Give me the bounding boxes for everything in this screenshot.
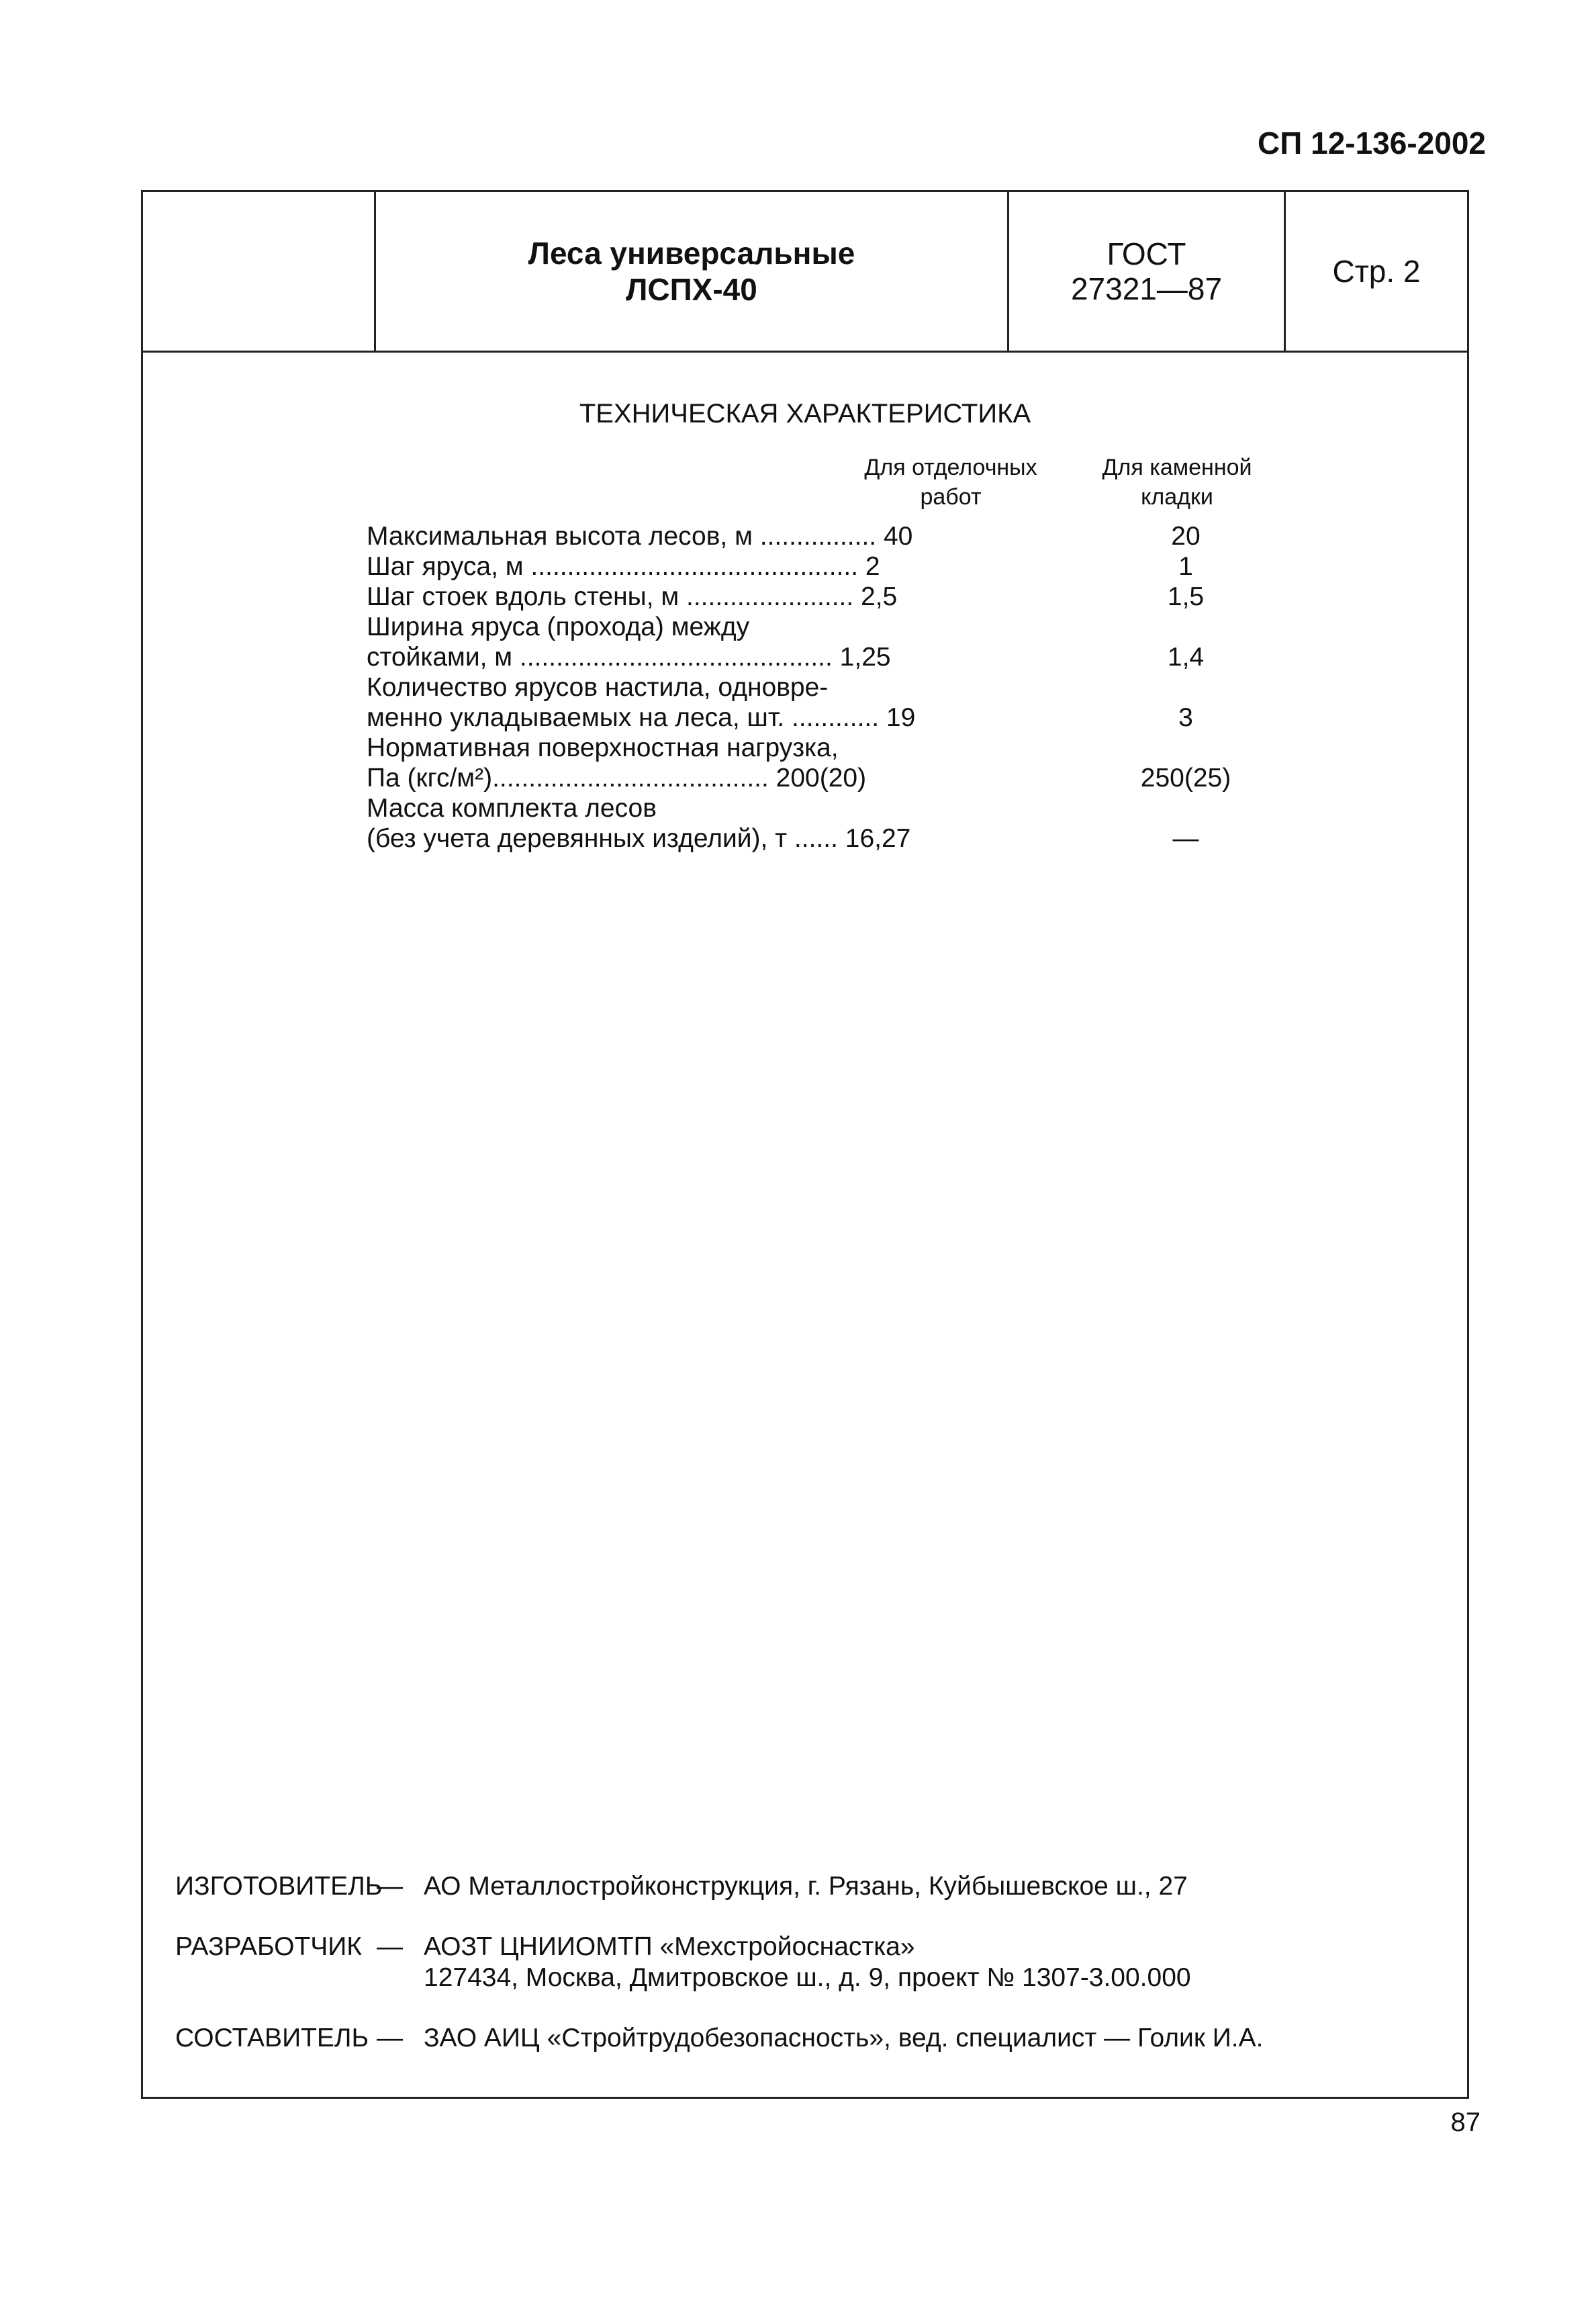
spec-value-masonry: — bbox=[1172, 824, 1199, 853]
header-title-cell bbox=[376, 192, 1009, 351]
compiler-row bbox=[175, 2023, 1263, 2054]
compiler-role: СОСТАВИТЕЛЬ bbox=[175, 2024, 369, 2052]
footer-credits bbox=[175, 1871, 1263, 2083]
developer-role: РАЗРАБОТЧИК bbox=[175, 1932, 363, 1961]
spec-label: Максимальная высота лесов, м ................ 40 bbox=[367, 522, 913, 551]
manufacturer-row bbox=[175, 1871, 1263, 1902]
spec-row bbox=[367, 793, 1333, 854]
header-empty-cell bbox=[143, 192, 376, 351]
dash: — bbox=[377, 2024, 403, 2052]
spec-label: стойками, м ........................................... 1,25 bbox=[367, 643, 891, 672]
compiler-text: ЗАО АИЦ «Стройтрудобезопасность», вед. специалист — Голик И.А. bbox=[424, 2024, 1264, 2052]
spec-label: менно укладываемых на леса, шт. ............ 19 bbox=[367, 703, 916, 732]
header-gost-cell bbox=[1009, 192, 1286, 351]
developer-text-line-2: 127434, Москва, Дмитровское ш., д. 9, проект № 1307-3.00.000 bbox=[424, 1963, 1191, 1992]
page-number: 87 bbox=[1450, 2108, 1481, 2137]
gost-line-1: ГОСТ bbox=[1107, 236, 1186, 271]
column-header-masonry-line-1: Для каменной bbox=[1102, 455, 1252, 480]
spec-row bbox=[367, 582, 1333, 612]
dash: — bbox=[377, 1932, 403, 1961]
column-header-masonry-line-2: кладки bbox=[1141, 484, 1213, 510]
spec-label: Количество ярусов настила, одновре- bbox=[367, 673, 829, 702]
gost-line-2: 27321—87 bbox=[1070, 271, 1223, 306]
header-page-cell bbox=[1286, 192, 1467, 351]
column-header-finishing-line-1: Для отделочных bbox=[864, 455, 1037, 480]
column-header-masonry bbox=[1070, 453, 1284, 512]
dash: — bbox=[377, 1872, 403, 1901]
spec-list bbox=[367, 521, 1333, 854]
column-header-finishing-line-2: работ bbox=[920, 484, 982, 510]
section-title: ТЕХНИЧЕСКАЯ ХАРАКТЕРИСТИКА bbox=[579, 399, 1031, 428]
spec-label: Масса комплекта лесов bbox=[367, 794, 657, 823]
spec-value-masonry: 3 bbox=[1178, 703, 1193, 732]
spec-label: Шаг стоек вдоль стены, м ....................... 2,5 bbox=[367, 582, 898, 611]
title-line-2: ЛСПХ-40 bbox=[626, 272, 757, 307]
spec-value-masonry: 1 bbox=[1178, 552, 1193, 581]
spec-row bbox=[367, 612, 1333, 672]
document-code: СП 12-136-2002 bbox=[1258, 126, 1486, 161]
spec-label: Шаг яруса, м ............................................. 2 bbox=[367, 552, 880, 581]
spec-row bbox=[367, 521, 1333, 551]
spec-value-masonry: 1,5 bbox=[1167, 582, 1205, 611]
header-table bbox=[143, 192, 1467, 353]
spec-label: Па (кгс/м²)...................................... 200(20) bbox=[367, 764, 867, 793]
spec-value-masonry: 20 bbox=[1171, 522, 1201, 551]
spec-value-masonry: 1,4 bbox=[1167, 643, 1205, 672]
page-label: Стр. 2 bbox=[1332, 254, 1421, 289]
spec-row bbox=[367, 551, 1333, 582]
developer-row bbox=[175, 1932, 1263, 1993]
spec-label: Ширина яруса (прохода) между bbox=[367, 613, 750, 641]
spec-value-masonry: 250(25) bbox=[1140, 764, 1231, 793]
manufacturer-text: АО Металлостройконструкция, г. Рязань, Куйбышевское ш., 27 bbox=[424, 1872, 1188, 1901]
developer-text-line-1: АОЗТ ЦНИИОМТП «Мехстройоснастка» bbox=[424, 1932, 915, 1961]
spec-row bbox=[367, 733, 1333, 793]
document-frame bbox=[141, 190, 1469, 2099]
manufacturer-role: ИЗГОТОВИТЕЛЬ bbox=[175, 1872, 383, 1901]
spec-row bbox=[367, 672, 1333, 733]
column-header-finishing bbox=[840, 453, 1062, 512]
title-line-1: Леса универсальные bbox=[528, 236, 855, 271]
spec-label: (без учета деревянных изделий), т ...... 16,27 bbox=[367, 824, 911, 853]
spec-label: Нормативная поверхностная нагрузка, bbox=[367, 733, 839, 762]
